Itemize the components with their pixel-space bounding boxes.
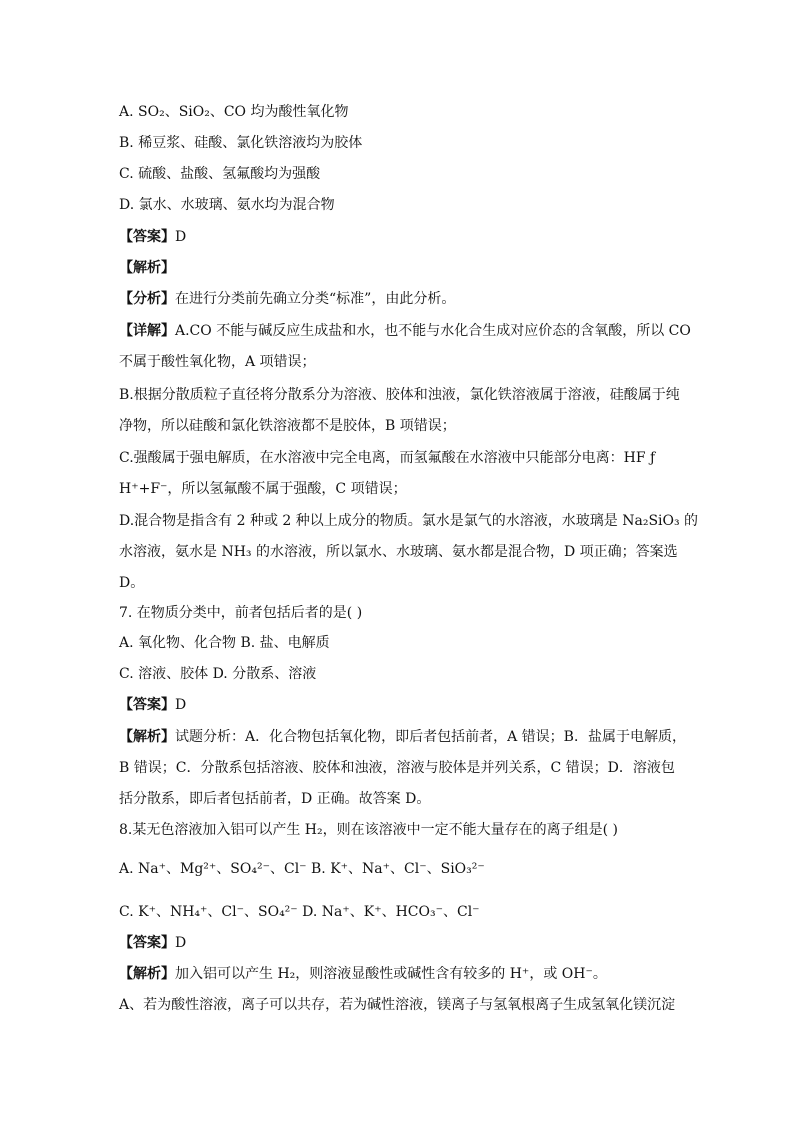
q6-detail-line7: D.混合物是指含有 2 种或 2 种以上成分的物质。氯水是氯气的水溶液，水玻璃是 Na₂SiO₃ 的 bbox=[119, 513, 699, 529]
analysis-text: 试题分析：A．化合物包括氧化物，即后者包括前者，A 错误；B．盐属于电解质， bbox=[175, 729, 686, 745]
q7-answer bbox=[119, 695, 186, 715]
answer-label: 【答案】 bbox=[119, 697, 175, 713]
q6-option-a: A. SO₂、SiO₂、CO 均为酸性氧化物 bbox=[119, 104, 349, 120]
q8-analysis-line1 bbox=[119, 964, 607, 984]
q7-analysis-line1 bbox=[119, 727, 686, 747]
q6-option-d: D. 氯水、水玻璃、氨水均为混合物 bbox=[119, 197, 335, 213]
q7-analysis-line2: B 错误；C．分散系包括溶液、胶体和浊液，溶液与胶体是并列关系，C 错误；D．溶液包 bbox=[119, 760, 675, 776]
q8-stem: 8.某无色溶液加入铝可以产生 H₂，则在该溶液中一定不能大量存在的离子组是( ) bbox=[119, 822, 619, 838]
q8-answer bbox=[119, 933, 186, 953]
q6-analysis-header: 【解析】 bbox=[119, 260, 175, 276]
q6-detail-line2: 不属于酸性氧化物，A 项错误； bbox=[119, 354, 316, 370]
detail-text: A.CO 不能与碱反应生成盐和水，也不能与水化合生成对应价态的含氧酸，所以 CO bbox=[175, 323, 691, 339]
q8-options-cd: C. K⁺、NH₄⁺、Cl⁻、SO₄²⁻ D. Na⁺、K⁺、HCO₃⁻、Cl⁻ bbox=[119, 904, 480, 920]
q7-options-ab: A. 氧化物、化合物 B. 盐、电解质 bbox=[119, 635, 330, 651]
answer-value: D bbox=[175, 229, 187, 245]
q6-detail-line1 bbox=[119, 321, 691, 341]
q7-stem: 7. 在物质分类中，前者包括后者的是( ) bbox=[119, 605, 363, 621]
q6-option-b: B. 稀豆浆、硅酸、氯化铁溶液均为胶体 bbox=[119, 135, 363, 151]
fenxi-label: 【分析】 bbox=[119, 291, 175, 307]
analysis-label: 【解析】 bbox=[119, 729, 175, 745]
q8-options-ab: A. Na⁺、Mg²⁺、SO₄²⁻、Cl⁻ B. K⁺、Na⁺、Cl⁻、SiO₃²⁻ bbox=[119, 861, 485, 877]
q7-analysis-line3: 括分散系，即后者包括前者，D 正确。故答案 D。 bbox=[119, 791, 431, 807]
q6-detail-line4: 净物，所以硅酸和氯化铁溶液都不是胶体，B 项错误； bbox=[119, 418, 456, 434]
q6-detail-line6: H⁺+F⁻，所以氢氟酸不属于强酸，C 项错误； bbox=[119, 481, 407, 497]
q6-option-c: C. 硫酸、盐酸、氢氟酸均为强酸 bbox=[119, 166, 321, 182]
answer-value: D bbox=[175, 697, 187, 713]
answer-label: 【答案】 bbox=[119, 229, 175, 245]
analysis-label: 【解析】 bbox=[119, 966, 175, 982]
q6-answer bbox=[119, 227, 186, 247]
q6-detail-line9: D。 bbox=[119, 575, 145, 591]
q6-detail-line3: B.根据分散质粒子直径将分散系分为溶液、胶体和浊液，氯化铁溶液属于溶液，硅酸属于纯 bbox=[119, 387, 680, 403]
analysis-text: 加入铝可以产生 H₂，则溶液显酸性或碱性含有较多的 H⁺，或 OH⁻。 bbox=[175, 966, 607, 982]
q7-options-cd: C. 溶液、胶体 D. 分散系、溶液 bbox=[119, 666, 317, 682]
q6-detail-line8: 水溶液，氨水是 NH₃ 的水溶液，所以氯水、水玻璃、氨水都是混合物，D 项正确；答案选 bbox=[119, 544, 678, 560]
detail-label: 【详解】 bbox=[119, 323, 175, 339]
answer-label: 【答案】 bbox=[119, 935, 175, 951]
q6-fenxi bbox=[119, 289, 455, 309]
fenxi-text: 在进行分类前先确立分类“标准”，由此分析。 bbox=[175, 291, 456, 307]
answer-value: D bbox=[175, 935, 187, 951]
q6-detail-line5: C.强酸属于强电解质，在水溶液中完全电离，而氢氟酸在水溶液中只能部分电离：HF ƒ bbox=[119, 450, 656, 466]
q8-analysis-line2: A、若为酸性溶液，离子可以共存，若为碱性溶液，镁离子与氢氧根离子生成氢氧化镁沉淀 bbox=[119, 997, 676, 1013]
